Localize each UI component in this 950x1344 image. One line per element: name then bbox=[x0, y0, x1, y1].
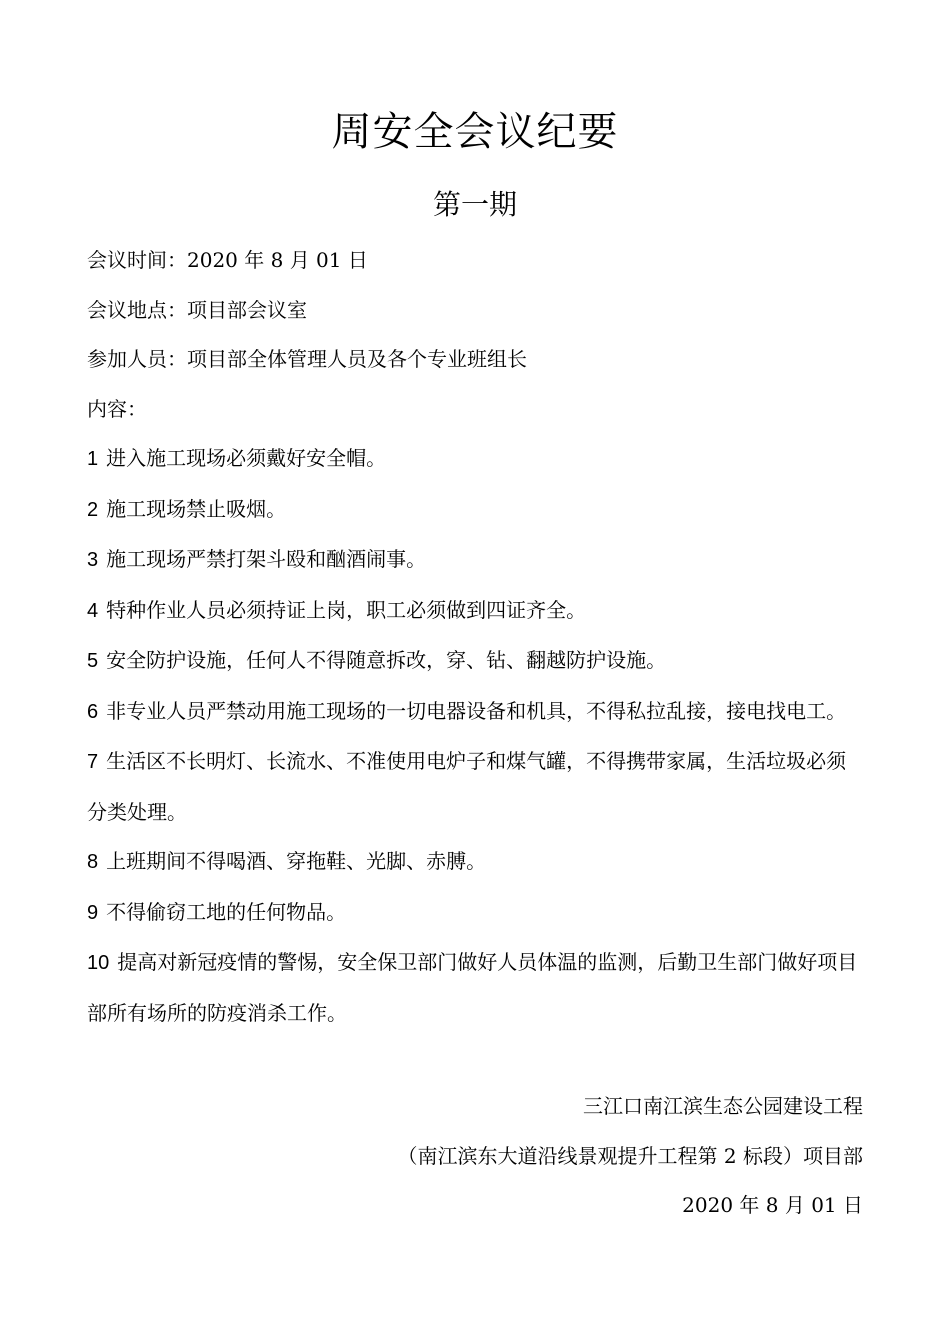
item-number: 1 bbox=[87, 448, 99, 470]
list-item bbox=[87, 636, 863, 687]
meta-label: 会议地点： bbox=[87, 297, 187, 322]
item-number: 3 bbox=[87, 549, 99, 571]
document-title: 周安全会议纪要 bbox=[331, 109, 619, 155]
document-subtitle: 第一期 bbox=[432, 188, 517, 221]
meta-label: 内容： bbox=[87, 396, 147, 421]
meeting-location bbox=[87, 286, 863, 336]
meta-value: 项目部全体管理人员及各个专业班组长 bbox=[187, 347, 527, 371]
list-item bbox=[87, 837, 863, 888]
item-text: 非专业人员严禁动用施工现场的一切电器设备和机具，不得私拉乱接，接电找电工。 bbox=[106, 698, 847, 723]
item-text: 安全防护设施，任何人不得随意拆改，穿、钻、翻越防护设施。 bbox=[106, 648, 667, 672]
item-text: 生活区不长明灯、长流水、不准使用电炉子和煤气罐，不得携带家属，生活垃圾必须分类处理。 bbox=[87, 749, 847, 824]
item-number: 6 bbox=[87, 700, 99, 723]
list-item bbox=[87, 888, 863, 939]
list-item bbox=[87, 687, 863, 738]
item-text: 特种作业人员必须持证上岗，职工必须做到四证齐全。 bbox=[106, 597, 587, 622]
item-text: 不得偷窃工地的任何物品。 bbox=[106, 899, 347, 924]
item-number: 4 bbox=[87, 599, 99, 622]
document-footer bbox=[87, 1082, 863, 1231]
item-text: 上班期间不得喝酒、穿拖鞋、光脚、赤膊。 bbox=[106, 849, 487, 873]
list-item bbox=[87, 938, 863, 1038]
meeting-time bbox=[87, 236, 863, 286]
item-number: 10 bbox=[87, 952, 110, 974]
item-text: 提高对新冠疫情的警惕，安全保卫部门做好人员体温的监测，后勤卫生部门做好项目部所有场所的防疫消杀工作。 bbox=[87, 950, 858, 1025]
item-text: 进入施工现场必须戴好安全帽。 bbox=[106, 446, 387, 470]
item-number: 8 bbox=[87, 851, 99, 873]
list-item bbox=[87, 434, 863, 485]
item-text: 施工现场严禁打架斗殴和酗酒闹事。 bbox=[106, 547, 427, 571]
item-number: 5 bbox=[87, 650, 99, 672]
list-item bbox=[87, 535, 863, 586]
organization-line-2: （南江滨东大道沿线景观提升工程第 2 标段）项目部 bbox=[397, 1143, 863, 1168]
organization-line-1: 三江口南江滨生态公园建设工程 bbox=[583, 1094, 863, 1118]
content-heading bbox=[87, 385, 863, 435]
item-number: 9 bbox=[87, 901, 99, 924]
meta-value: 2020 年 8 月 01 日 bbox=[187, 248, 368, 272]
meeting-attendees bbox=[87, 335, 863, 385]
item-number: 7 bbox=[87, 751, 99, 773]
list-item bbox=[87, 485, 863, 536]
item-number: 2 bbox=[87, 498, 99, 521]
document-body bbox=[87, 236, 863, 1038]
meta-value: 项目部会议室 bbox=[187, 297, 307, 322]
meta-label: 参加人员： bbox=[87, 347, 187, 371]
list-item bbox=[87, 737, 863, 837]
list-item bbox=[87, 586, 863, 637]
meta-label: 会议时间： bbox=[87, 248, 187, 272]
footer-date: 2020 年 8 月 01 日 bbox=[682, 1193, 863, 1217]
item-text: 施工现场禁止吸烟。 bbox=[106, 496, 287, 521]
